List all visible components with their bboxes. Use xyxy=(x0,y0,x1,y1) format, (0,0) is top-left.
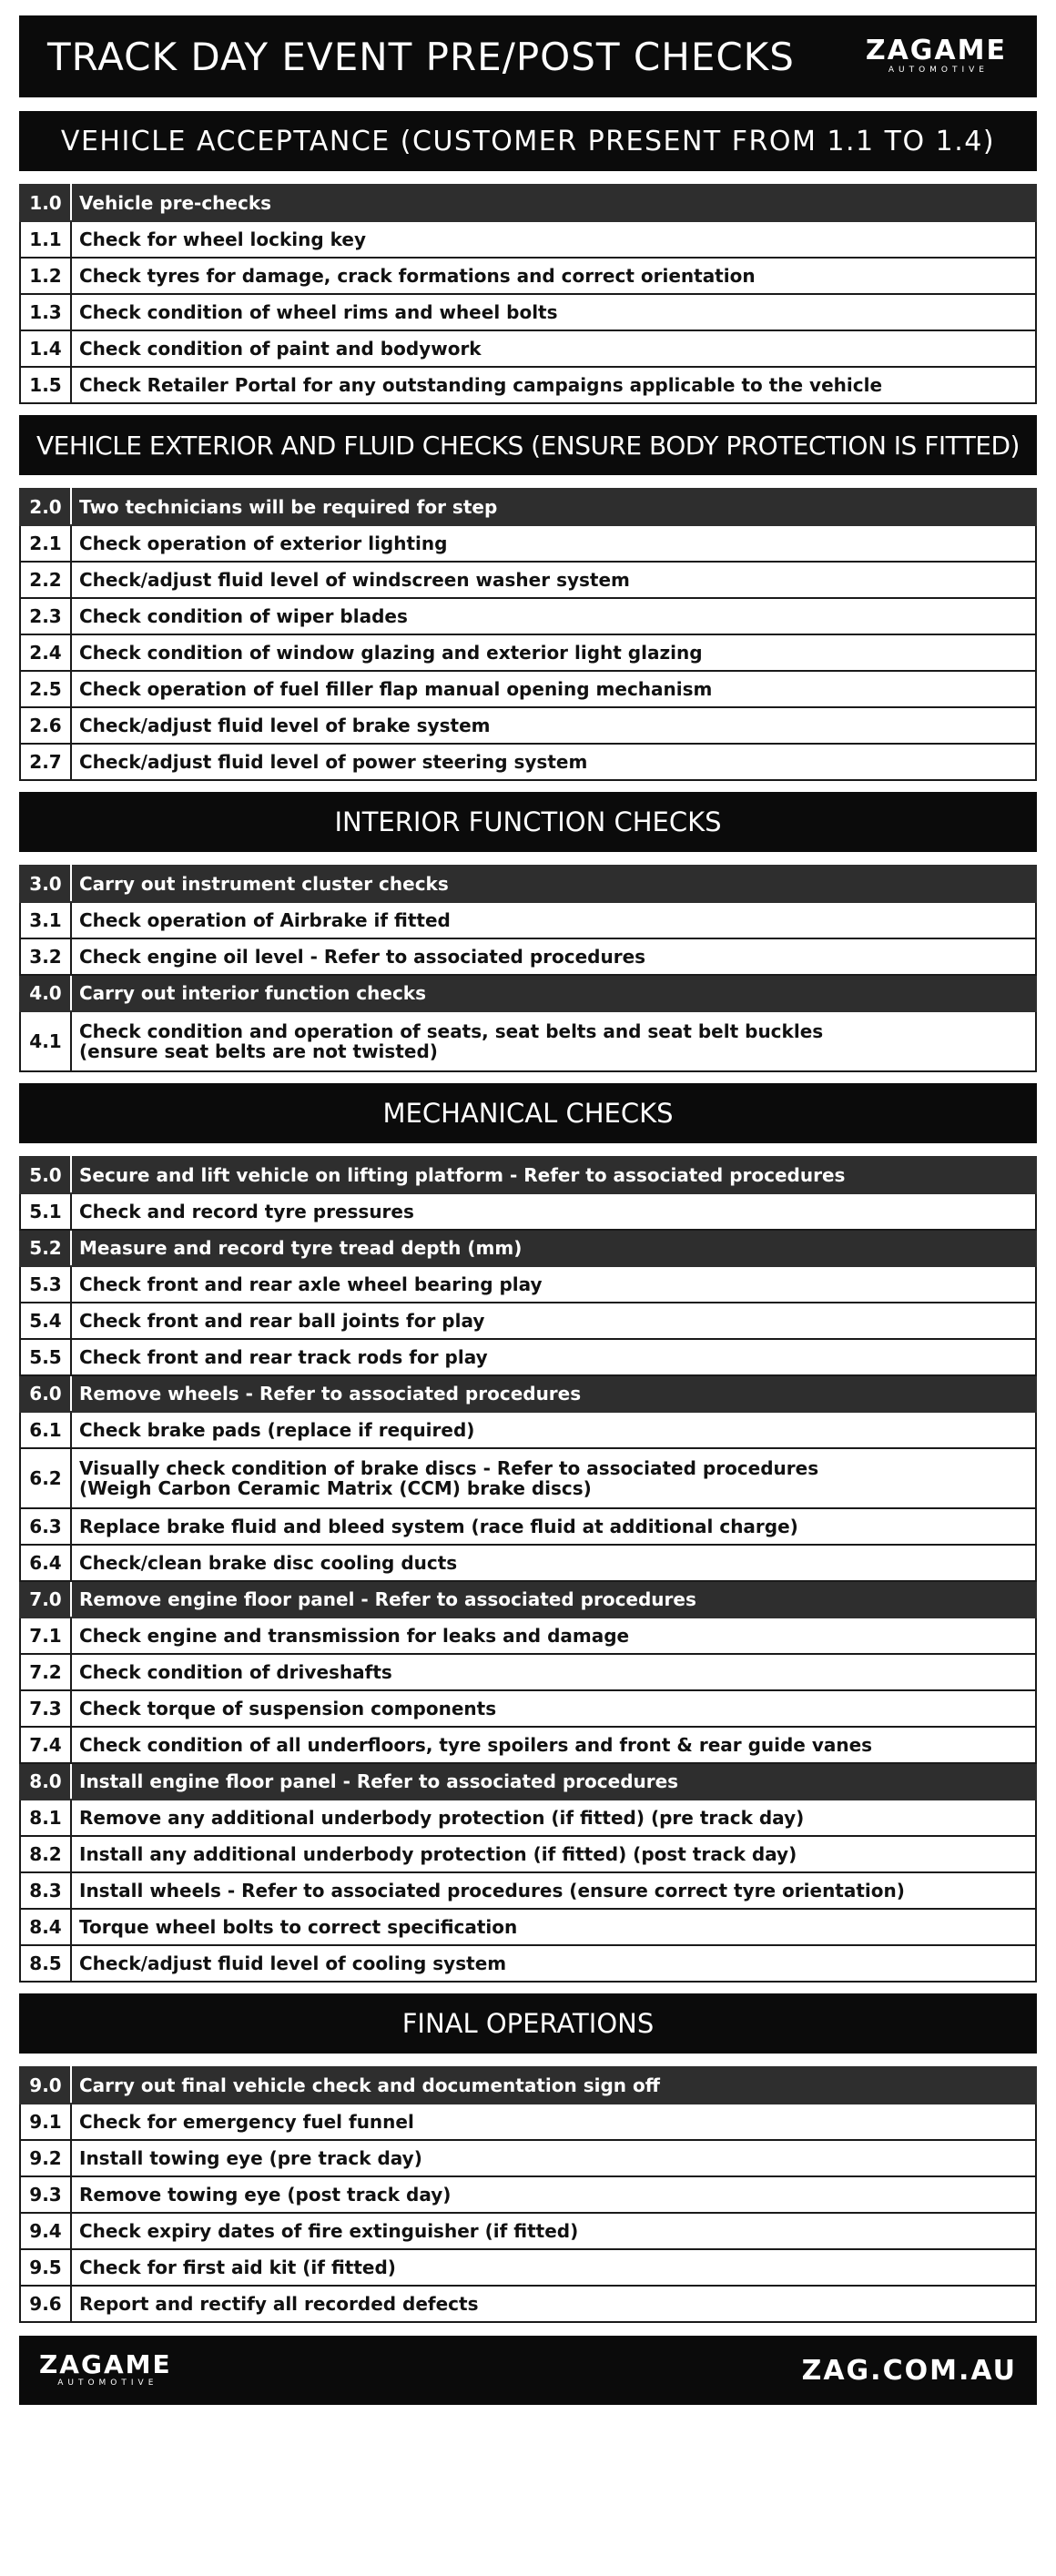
checklist-row xyxy=(20,707,1036,744)
step-description: Check for first aid kit (if fitted) xyxy=(71,2249,1036,2286)
step-description: Check tyres for damage, crack formations and correct orientation xyxy=(71,258,1036,294)
step-number: 3.1 xyxy=(20,902,71,938)
step-number: 9.2 xyxy=(20,2140,71,2176)
step-description: Replace brake fluid and bleed system (race fluid at additional charge) xyxy=(71,1508,1036,1545)
step-description: Check brake pads (replace if required) xyxy=(71,1412,1036,1448)
step-description: Check front and rear axle wheel bearing play xyxy=(71,1266,1036,1303)
checklist-row xyxy=(20,634,1036,671)
checklist-row xyxy=(20,2104,1036,2140)
zagame-logo xyxy=(866,37,1007,76)
checklist-table-interior-function xyxy=(19,865,1037,1072)
step-number: 7.4 xyxy=(20,1727,71,1763)
step-number: 1.1 xyxy=(20,221,71,258)
checklist-row xyxy=(20,1727,1036,1763)
checklist-row xyxy=(20,1945,1036,1982)
checklist-row xyxy=(20,1836,1036,1872)
step-description xyxy=(71,1011,1036,1071)
section-title-vehicle-acceptance: VEHICLE ACCEPTANCE (CUSTOMER PRESENT FROM 1.1 TO 1.4) xyxy=(19,111,1037,171)
step-number: 9.5 xyxy=(20,2249,71,2286)
step-description: Check expiry dates of fire extinguisher (if fitted) xyxy=(71,2213,1036,2249)
checklist-row xyxy=(20,744,1036,780)
step-description: Install towing eye (pre track day) xyxy=(71,2140,1036,2176)
logo-wordmark: ZAGAME xyxy=(865,35,1007,66)
checklist-table-mechanical xyxy=(19,1156,1037,1983)
step-description: Check condition of all underfloors, tyre spoilers and front & rear guide vanes xyxy=(71,1727,1036,1763)
checklist-table-final-operations xyxy=(19,2066,1037,2323)
step-description: Check torque of suspension components xyxy=(71,1690,1036,1727)
step-number: 7.3 xyxy=(20,1690,71,1727)
step-number: 9.6 xyxy=(20,2286,71,2322)
step-description xyxy=(71,1448,1036,1508)
step-description: Secure and lift vehicle on lifting platform - Refer to associated procedures xyxy=(71,1157,1036,1193)
checklist-row xyxy=(20,1909,1036,1945)
step-number: 8.2 xyxy=(20,1836,71,1872)
step-description: Check operation of exterior lighting xyxy=(71,525,1036,562)
step-description-line: Visually check condition of brake discs - Refer to associated procedures xyxy=(79,1457,819,1479)
step-description: Check operation of fuel filler flap manual opening mechanism xyxy=(71,671,1036,707)
step-description: Check operation of Airbrake if fitted xyxy=(71,902,1036,938)
checklist-row xyxy=(20,1157,1036,1193)
step-number: 2.1 xyxy=(20,525,71,562)
checklist-row xyxy=(20,1690,1036,1727)
step-number: 6.2 xyxy=(20,1448,71,1508)
step-number: 2.4 xyxy=(20,634,71,671)
checklist-row xyxy=(20,902,1036,938)
checklist-row xyxy=(20,1508,1036,1545)
step-number: 5.2 xyxy=(20,1230,71,1266)
step-number: 7.1 xyxy=(20,1618,71,1654)
step-description: Check engine and transmission for leaks and damage xyxy=(71,1618,1036,1654)
step-number: 5.5 xyxy=(20,1339,71,1375)
step-number: 7.0 xyxy=(20,1581,71,1618)
checklist-row xyxy=(20,1412,1036,1448)
checklist-row xyxy=(20,1193,1036,1230)
step-description: Vehicle pre-checks xyxy=(71,185,1036,221)
logo-tagline: AUTOMOTIVE xyxy=(888,66,989,75)
step-number: 1.5 xyxy=(20,367,71,403)
page-title: TRACK DAY EVENT PRE/POST CHECKS xyxy=(47,34,795,79)
step-description: Check engine oil level - Refer to associated procedures xyxy=(71,938,1036,975)
checklist-row xyxy=(20,975,1036,1011)
step-number: 8.3 xyxy=(20,1872,71,1909)
checklist-row xyxy=(20,221,1036,258)
step-description: Remove towing eye (post track day) xyxy=(71,2176,1036,2213)
step-description: Check/adjust fluid level of cooling system xyxy=(71,1945,1036,1982)
step-number: 2.0 xyxy=(20,489,71,525)
checklist-row xyxy=(20,2176,1036,2213)
step-number: 3.2 xyxy=(20,938,71,975)
footer-zagame-logo xyxy=(39,2349,172,2388)
step-number: 6.0 xyxy=(20,1375,71,1412)
checklist-row xyxy=(20,1266,1036,1303)
step-number: 1.4 xyxy=(20,330,71,367)
step-description: Install any additional underbody protection (if fitted) (post track day) xyxy=(71,1836,1036,1872)
step-number: 5.1 xyxy=(20,1193,71,1230)
step-number: 9.4 xyxy=(20,2213,71,2249)
checklist-row xyxy=(20,938,1036,975)
checklist-row xyxy=(20,1872,1036,1909)
step-number: 8.5 xyxy=(20,1945,71,1982)
footer-logo-wordmark: ZAGAME xyxy=(39,2349,172,2379)
step-number: 1.3 xyxy=(20,294,71,330)
step-description: Check front and rear ball joints for play xyxy=(71,1303,1036,1339)
step-number: 1.0 xyxy=(20,185,71,221)
step-description: Remove any additional underbody protection (if fitted) (pre track day) xyxy=(71,1800,1036,1836)
step-number: 5.0 xyxy=(20,1157,71,1193)
step-description: Remove engine floor panel - Refer to associated procedures xyxy=(71,1581,1036,1618)
checklist-row xyxy=(20,1339,1036,1375)
step-description: Carry out final vehicle check and documentation sign off xyxy=(71,2067,1036,2104)
checklist-row xyxy=(20,489,1036,525)
checklist-row xyxy=(20,258,1036,294)
step-number: 9.1 xyxy=(20,2104,71,2140)
step-number: 7.2 xyxy=(20,1654,71,1690)
step-description: Check and record tyre pressures xyxy=(71,1193,1036,1230)
step-number: 3.0 xyxy=(20,866,71,902)
step-number: 1.2 xyxy=(20,258,71,294)
step-number: 8.1 xyxy=(20,1800,71,1836)
step-description: Check condition of window glazing and exterior light glazing xyxy=(71,634,1036,671)
checklist-row xyxy=(20,1303,1036,1339)
step-number: 2.3 xyxy=(20,598,71,634)
step-number: 8.4 xyxy=(20,1909,71,1945)
step-description-line: Check condition and operation of seats, seat belts and seat belt buckles xyxy=(79,1020,824,1042)
step-number: 5.4 xyxy=(20,1303,71,1339)
checklist-row xyxy=(20,562,1036,598)
checklist-row xyxy=(20,1763,1036,1800)
website-url: ZAG.COM.AU xyxy=(801,2354,1017,2387)
step-description: Report and rectify all recorded defects xyxy=(71,2286,1036,2322)
step-description: Install wheels - Refer to associated procedures (ensure correct tyre orientation) xyxy=(71,1872,1036,1909)
checklist-row xyxy=(20,294,1036,330)
step-description: Check/clean brake disc cooling ducts xyxy=(71,1545,1036,1581)
checklist-row xyxy=(20,671,1036,707)
checklist-row xyxy=(20,2249,1036,2286)
checklist-table-vehicle-acceptance xyxy=(19,184,1037,404)
checklist-row xyxy=(20,2213,1036,2249)
step-number: 6.4 xyxy=(20,1545,71,1581)
step-description-note: (ensure seat belts are not twisted) xyxy=(79,1040,438,1062)
checklist-table-exterior-fluid xyxy=(19,488,1037,781)
page-header xyxy=(19,15,1037,97)
step-description: Two technicians will be required for step xyxy=(71,489,1036,525)
step-description-note: (Weigh Carbon Ceramic Matrix (CCM) brake discs) xyxy=(79,1477,592,1499)
checklist-row xyxy=(20,1618,1036,1654)
checklist-row xyxy=(20,1654,1036,1690)
checklist-row xyxy=(20,1448,1036,1508)
step-description: Check/adjust fluid level of windscreen washer system xyxy=(71,562,1036,598)
checklist-row xyxy=(20,2067,1036,2104)
checklist-row xyxy=(20,1375,1036,1412)
step-number: 8.0 xyxy=(20,1763,71,1800)
step-description: Remove wheels - Refer to associated procedures xyxy=(71,1375,1036,1412)
step-number: 5.3 xyxy=(20,1266,71,1303)
checklist-row xyxy=(20,598,1036,634)
section-title-exterior-fluid: VEHICLE EXTERIOR AND FLUID CHECKS (ENSURE BODY PROTECTION IS FITTED) xyxy=(19,415,1037,475)
step-number: 6.1 xyxy=(20,1412,71,1448)
section-title-mechanical: MECHANICAL CHECKS xyxy=(19,1083,1037,1143)
step-number: 4.0 xyxy=(20,975,71,1011)
step-description: Check/adjust fluid level of power steering system xyxy=(71,744,1036,780)
step-number: 2.2 xyxy=(20,562,71,598)
step-description: Check condition of driveshafts xyxy=(71,1654,1036,1690)
step-description: Check for wheel locking key xyxy=(71,221,1036,258)
section-title-interior-function: INTERIOR FUNCTION CHECKS xyxy=(19,792,1037,852)
section-title-final-operations: FINAL OPERATIONS xyxy=(19,1993,1037,2054)
step-number: 9.3 xyxy=(20,2176,71,2213)
checklist-page xyxy=(19,15,1037,2405)
step-description: Check condition of paint and bodywork xyxy=(71,330,1036,367)
checklist-row xyxy=(20,2286,1036,2322)
checklist-row xyxy=(20,1545,1036,1581)
step-number: 9.0 xyxy=(20,2067,71,2104)
step-number: 6.3 xyxy=(20,1508,71,1545)
checklist-row xyxy=(20,367,1036,403)
step-number: 4.1 xyxy=(20,1011,71,1071)
step-number: 2.6 xyxy=(20,707,71,744)
step-description: Check front and rear track rods for play xyxy=(71,1339,1036,1375)
checklist-row xyxy=(20,1011,1036,1071)
checklist-row xyxy=(20,1800,1036,1836)
step-description: Install engine floor panel - Refer to associated procedures xyxy=(71,1763,1036,1800)
step-number: 2.5 xyxy=(20,671,71,707)
step-description: Check Retailer Portal for any outstanding campaigns applicable to the vehicle xyxy=(71,367,1036,403)
checklist-row xyxy=(20,525,1036,562)
checklist-row xyxy=(20,1230,1036,1266)
footer-logo-tagline: AUTOMOTIVE xyxy=(57,2378,158,2388)
step-description: Carry out instrument cluster checks xyxy=(71,866,1036,902)
step-description: Check for emergency fuel funnel xyxy=(71,2104,1036,2140)
checklist-row xyxy=(20,330,1036,367)
checklist-row xyxy=(20,185,1036,221)
step-description: Carry out interior function checks xyxy=(71,975,1036,1011)
step-description: Measure and record tyre tread depth (mm) xyxy=(71,1230,1036,1266)
checklist-row xyxy=(20,1581,1036,1618)
step-description: Torque wheel bolts to correct specification xyxy=(71,1909,1036,1945)
step-description: Check condition of wiper blades xyxy=(71,598,1036,634)
checklist-row xyxy=(20,866,1036,902)
page-footer xyxy=(19,2336,1037,2405)
checklist-row xyxy=(20,2140,1036,2176)
step-description: Check/adjust fluid level of brake system xyxy=(71,707,1036,744)
step-number: 2.7 xyxy=(20,744,71,780)
step-description: Check condition of wheel rims and wheel bolts xyxy=(71,294,1036,330)
